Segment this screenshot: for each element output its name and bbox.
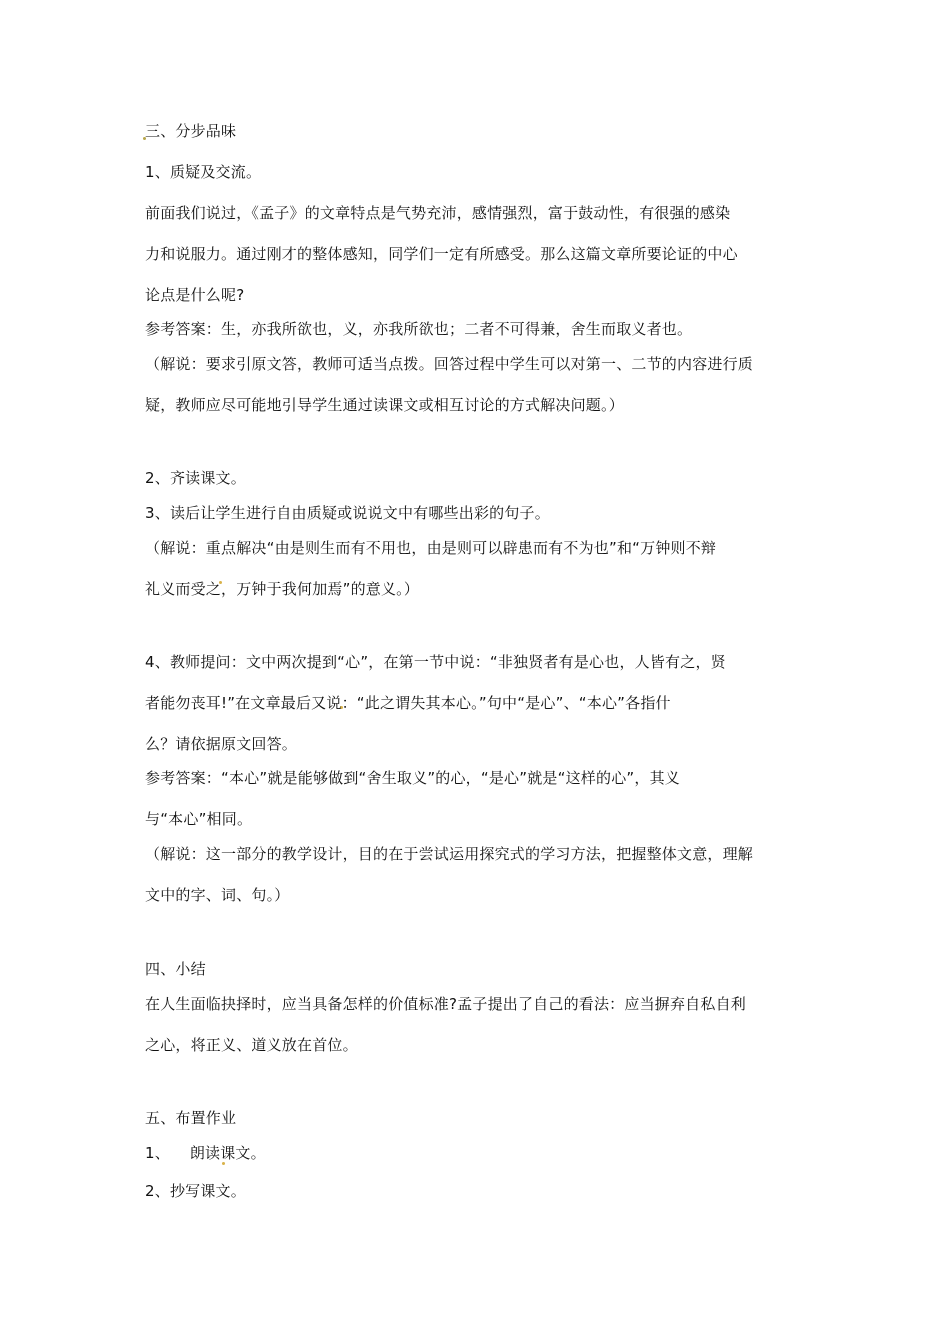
section-4-heading: 四、小结 <box>145 960 206 978</box>
note-line: 文中的字、词、句。） <box>145 886 290 904</box>
section-3-heading: 三、分步品味 <box>145 122 237 140</box>
section-3-item-3: 3、读后让学生进行自由质疑或说说文中有哪些出彩的句子。 <box>145 504 550 522</box>
paragraph-line: 之心，将正义、道义放在首位。 <box>145 1036 358 1054</box>
note-line: （解说：要求引原文答，教师可适当点拨。回答过程中学生可以对第一、二节的内容进行质 <box>145 355 754 373</box>
note-line: 礼义而受之，万钟于我何加焉”的意义。） <box>145 580 420 598</box>
paragraph-line: 力和说服力。通过刚才的整体感知，同学们一定有所感受。那么这篇文章所要论证的中心 <box>145 245 738 263</box>
reference-answer-4: 参考答案：“本心”就是能够做到“舍生取义”的心，“是心”就是“这样的心”，其义 <box>145 769 680 787</box>
homework-item-1: 1、 朗读课文。 <box>145 1144 266 1162</box>
section-5-heading: 五、布置作业 <box>145 1109 237 1127</box>
section-3-item-1: 1、质疑及交流。 <box>145 163 262 181</box>
note-line: （解说：重点解决“由是则生而有不用也，由是则可以辟患而有不为也”和“万钟则不辩 <box>145 539 717 557</box>
paragraph-line: 么？请依据原文回答。 <box>145 735 298 753</box>
paragraph-line: 在人生面临抉择时，应当具备怎样的价值标准?孟子提出了自己的看法：应当摒弃自私自利 <box>145 995 746 1013</box>
paragraph-line: 与“本心”相同。 <box>145 810 253 828</box>
paragraph-line: 论点是什么呢? <box>145 286 245 304</box>
section-3-item-4: 4、教师提问：文中两次提到“心”，在第一节中说：“非独贤者有是心也，人皆有之，贤 <box>145 653 726 671</box>
section-3-item-2: 2、齐读课文。 <box>145 469 246 487</box>
note-line: （解说：这一部分的教学设计，目的在于尝试运用探究式的学习方法，把握整体文意，理解 <box>145 845 754 863</box>
paragraph-line: 者能勿丧耳!”在文章最后又说：“此之谓失其本心。”句中“是心”、“本心”各指什 <box>145 694 671 712</box>
paragraph-line: 前面我们说过，《孟子》的文章特点是气势充沛，感情强烈，富于鼓动性，有很强的感染 <box>145 204 731 222</box>
reference-answer-1: 参考答案：生，亦我所欲也，义，亦我所欲也；二者不可得兼，舍生而取义者也。 <box>145 320 693 338</box>
note-line: 疑，教师应尽可能地引导学生通过读课文或相互讨论的方式解决问题。） <box>145 396 624 414</box>
homework-item-2: 2、抄写课文。 <box>145 1182 246 1200</box>
